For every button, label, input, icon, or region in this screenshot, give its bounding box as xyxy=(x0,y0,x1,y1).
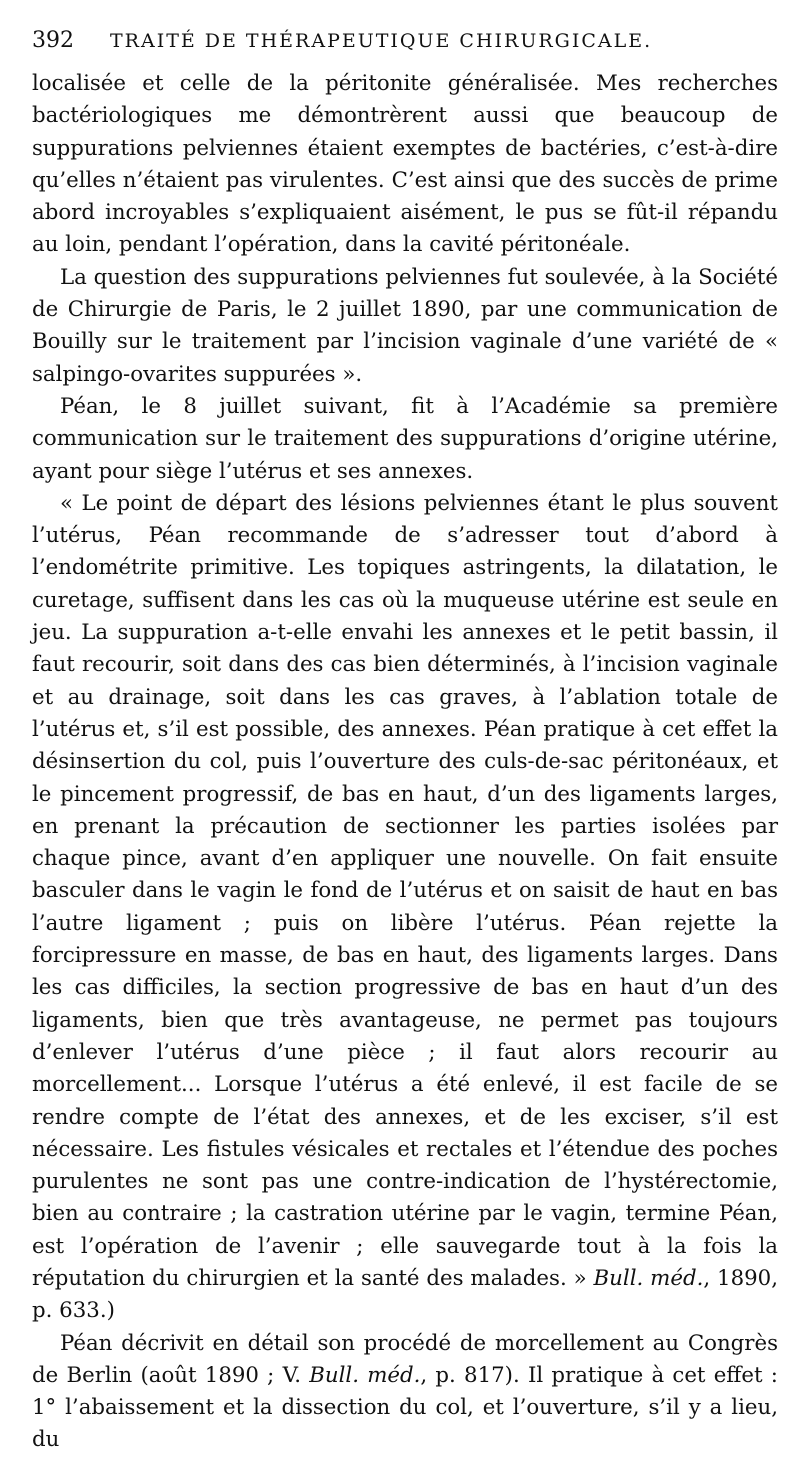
citation-journal: Bull. méd. xyxy=(593,1265,704,1291)
page-number: 392 xyxy=(32,28,74,53)
paragraph-5-text-a: Péan décrivit en détail son procédé de morcellement au Congrès de Berlin (août 1890 ; V. xyxy=(32,1330,778,1388)
paragraph-2: La question des suppurations pelviennes fut soulevée, à la Société de Chirurgie de Paris, le 2 juillet 1890, par une communication de Bouilly sur le traitement par l’incision vaginale d’une variété de « salpingo-ovarites suppurées ». xyxy=(32,264,778,387)
page-header xyxy=(32,28,778,68)
paragraph-5-journal: Bull. méd. xyxy=(309,1362,421,1388)
paragraph-1: localisée et celle de la péritonite généralisée. Mes recherches bactériologiques me démontrèrent aussi que beaucoup de suppurations pelviennes étaient exemptes de bactéries, c’est-à-dire qu’elles n’étaient pas virulentes. C’est ainsi que des succès de prime abord incroyables s’expliquaient aisément, le pus se fût-il répandu au loin, pendant l’opération, dans la cavité péritonéale. xyxy=(32,71,778,258)
paragraph-4-quote xyxy=(32,488,778,1328)
citation-details: , 1890, p. 633.) xyxy=(32,1265,778,1324)
quote-text: « Le point de départ des lésions pelviennes étant le plus souvent l’utérus, Péan recommande de s’adresser tout d’abord à l’endométrite primitive. Les topiques astringents, la dilatation, le curetage, suffisent dans les cas où la muqueuse utérine est seule en jeu. La suppuration a-t-elle envahi les annexes et le petit bassin, il faut recourir, soit dans des cas bien déterminés, à l’incision vaginale et au drainage, soit dans les cas graves, à l’ablation totale de l’utérus et, s’il est possible, des annexes. Péan pratique à cet effet la désinsertion du col, puis l’ouverture des culs-de-sac péritonéaux, et le pincement progressif, de bas en haut, d’un des ligaments larges, en prenant la précaution de sectionner les parties isolées par chaque pince, avant d’en appliquer une nouvelle. On fait ensuite basculer dans le vagin le fond de l’utérus et on saisit de haut en bas l’autre ligament ; puis on libère l’utérus. Péan rejette la forcipressure en masse, de bas en haut, des ligaments larges. Dans les cas difficiles, la section progressive de bas en haut d’un des ligaments, bien que très avantageuse, ne permet pas toujours d’enlever l’utérus d’une pièce ; il faut alors recourir au morcellement... Lorsque l’utérus a été enlevé, il est facile de se rendre compte de l’état des annexes, et de les exciser, s’il est nécessaire. Les fistules vésicales et rectales et l’étendue des poches purulentes ne sont pas une contre-indication de l’hystérectomie, bien au contraire ; la castration utérine par le vagin, termine Péan, est l’opération de l’avenir ; elle sauvegarde tout à la fois la réputation du chirurgien et la santé des malades. » xyxy=(32,490,778,1291)
paragraph-3: Péan, le 8 juillet suivant, fit à l’Académie sa première communication sur le traitement des suppurations d’origine utérine, ayant pour siège l’utérus et ses annexes. xyxy=(32,393,778,484)
paragraph-5-text-b: , p. 817). Il pratique à cet effet : 1° l’abaissement et la dissection du col, et l’ouverture, s’il y a lieu, du xyxy=(32,1362,778,1453)
body-text xyxy=(32,68,778,1457)
paragraph-5 xyxy=(32,1328,778,1457)
running-title: TRAITÉ DE THÉRAPEUTIQUE CHIRURGICALE. xyxy=(110,30,653,52)
